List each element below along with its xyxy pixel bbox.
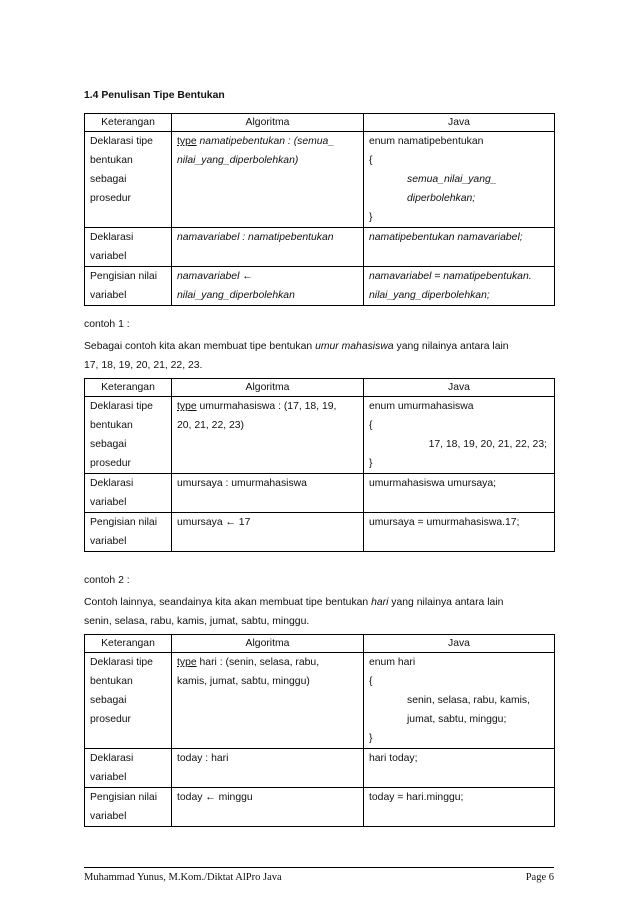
cell-java: umursaya = umurmahasiswa.17; [364, 513, 555, 552]
cell-keterangan: Deklarasi tipe bentukan sebagai prosedur [85, 653, 172, 749]
cell-algoritma: type umurmahasiswa : (17, 18, 19, 20, 21, 22, 23) [172, 397, 364, 474]
type-keyword: type [177, 401, 197, 412]
table-row [85, 397, 555, 474]
table-row [85, 653, 555, 749]
header-keterangan: Keterangan [85, 379, 172, 397]
contoh-1-paragraph: Sebagai contoh kita akan membuat tipe bentukan umur mahasiswa yang nilainya antara lain [84, 341, 509, 352]
page-number: Page 6 [525, 872, 554, 883]
table-header-row [85, 379, 555, 397]
cell-java: enum namatipebentukan { semua_nilai_yang_ diperbolehkan; } [364, 132, 555, 228]
footer-author: Muhammad Yunus, M.Kom./Diktat AlPro Java [84, 872, 282, 883]
contoh-1-paragraph-line2: 17, 18, 19, 20, 21, 22, 23. [84, 360, 203, 371]
contoh-1-label: contoh 1 : [84, 319, 130, 330]
cell-algoritma: type hari : (senin, selasa, rabu, kamis, jumat, sabtu, minggu) [172, 653, 364, 749]
header-java: Java [364, 635, 555, 653]
table-general-syntax [84, 113, 555, 306]
cell-keterangan: Pengisian nilai variabel [85, 513, 172, 552]
cell-keterangan: Deklarasi variabel [85, 228, 172, 267]
header-algoritma: Algoritma [172, 635, 364, 653]
cell-java: namatipebentukan namavariabel; [364, 228, 555, 267]
cell-algoritma: today : hari [172, 749, 364, 788]
cell-keterangan: Pengisian nilai variabel [85, 267, 172, 306]
table-row [85, 132, 555, 228]
cell-java: today = hari.minggu; [364, 788, 555, 827]
header-keterangan: Keterangan [85, 114, 172, 132]
header-algoritma: Algoritma [172, 114, 364, 132]
contoh-2-paragraph-line2: senin, selasa, rabu, kamis, jumat, sabtu, minggu. [84, 616, 310, 627]
cell-algoritma: today ← minggu [172, 788, 364, 827]
contoh-2-label: contoh 2 : [84, 575, 130, 586]
table-contoh-2 [84, 634, 555, 827]
table-header-row [85, 635, 555, 653]
contoh-2-paragraph: Contoh lainnya, seandainya kita akan membuat tipe bentukan hari yang nilainya antara lain [84, 597, 504, 608]
cell-java: umurmahasiswa umursaya; [364, 474, 555, 513]
page-footer [84, 867, 554, 883]
cell-algoritma: umursaya : umurmahasiswa [172, 474, 364, 513]
cell-java: enum hari { senin, selasa, rabu, kamis, jumat, sabtu, minggu; } [364, 653, 555, 749]
cell-keterangan: Deklarasi tipe bentukan sebagai prosedur [85, 397, 172, 474]
table-row [85, 474, 555, 513]
cell-keterangan: Deklarasi tipe bentukan sebagai prosedur [85, 132, 172, 228]
cell-keterangan: Pengisian nilai variabel [85, 788, 172, 827]
type-keyword: type [177, 136, 197, 147]
section-title: 1.4 Penulisan Tipe Bentukan [84, 90, 225, 101]
cell-algoritma: umursaya ← 17 [172, 513, 364, 552]
cell-java: hari today; [364, 749, 555, 788]
header-java: Java [364, 114, 555, 132]
cell-algoritma: namavariabel ← nilai_yang_diperbolehkan [172, 267, 364, 306]
header-keterangan: Keterangan [85, 635, 172, 653]
page-content [84, 86, 554, 827]
cell-java: enum umurmahasiswa { 17, 18, 19, 20, 21, 22, 23; } [364, 397, 555, 474]
cell-keterangan: Deklarasi variabel [85, 749, 172, 788]
cell-algoritma: namavariabel : namatipebentukan [172, 228, 364, 267]
cell-java: namavariabel = namatipebentukan. nilai_yang_diperbolehkan; [364, 267, 555, 306]
type-keyword: type [177, 657, 197, 668]
header-algoritma: Algoritma [172, 379, 364, 397]
header-java: Java [364, 379, 555, 397]
table-row [85, 513, 555, 552]
cell-algoritma: type namatipebentukan : (semua_ nilai_yang_diperbolehkan) [172, 132, 364, 228]
table-row [85, 788, 555, 827]
cell-keterangan: Deklarasi variabel [85, 474, 172, 513]
table-contoh-1 [84, 378, 555, 552]
table-row [85, 749, 555, 788]
table-header-row [85, 114, 555, 132]
table-row [85, 267, 555, 306]
table-row [85, 228, 555, 267]
